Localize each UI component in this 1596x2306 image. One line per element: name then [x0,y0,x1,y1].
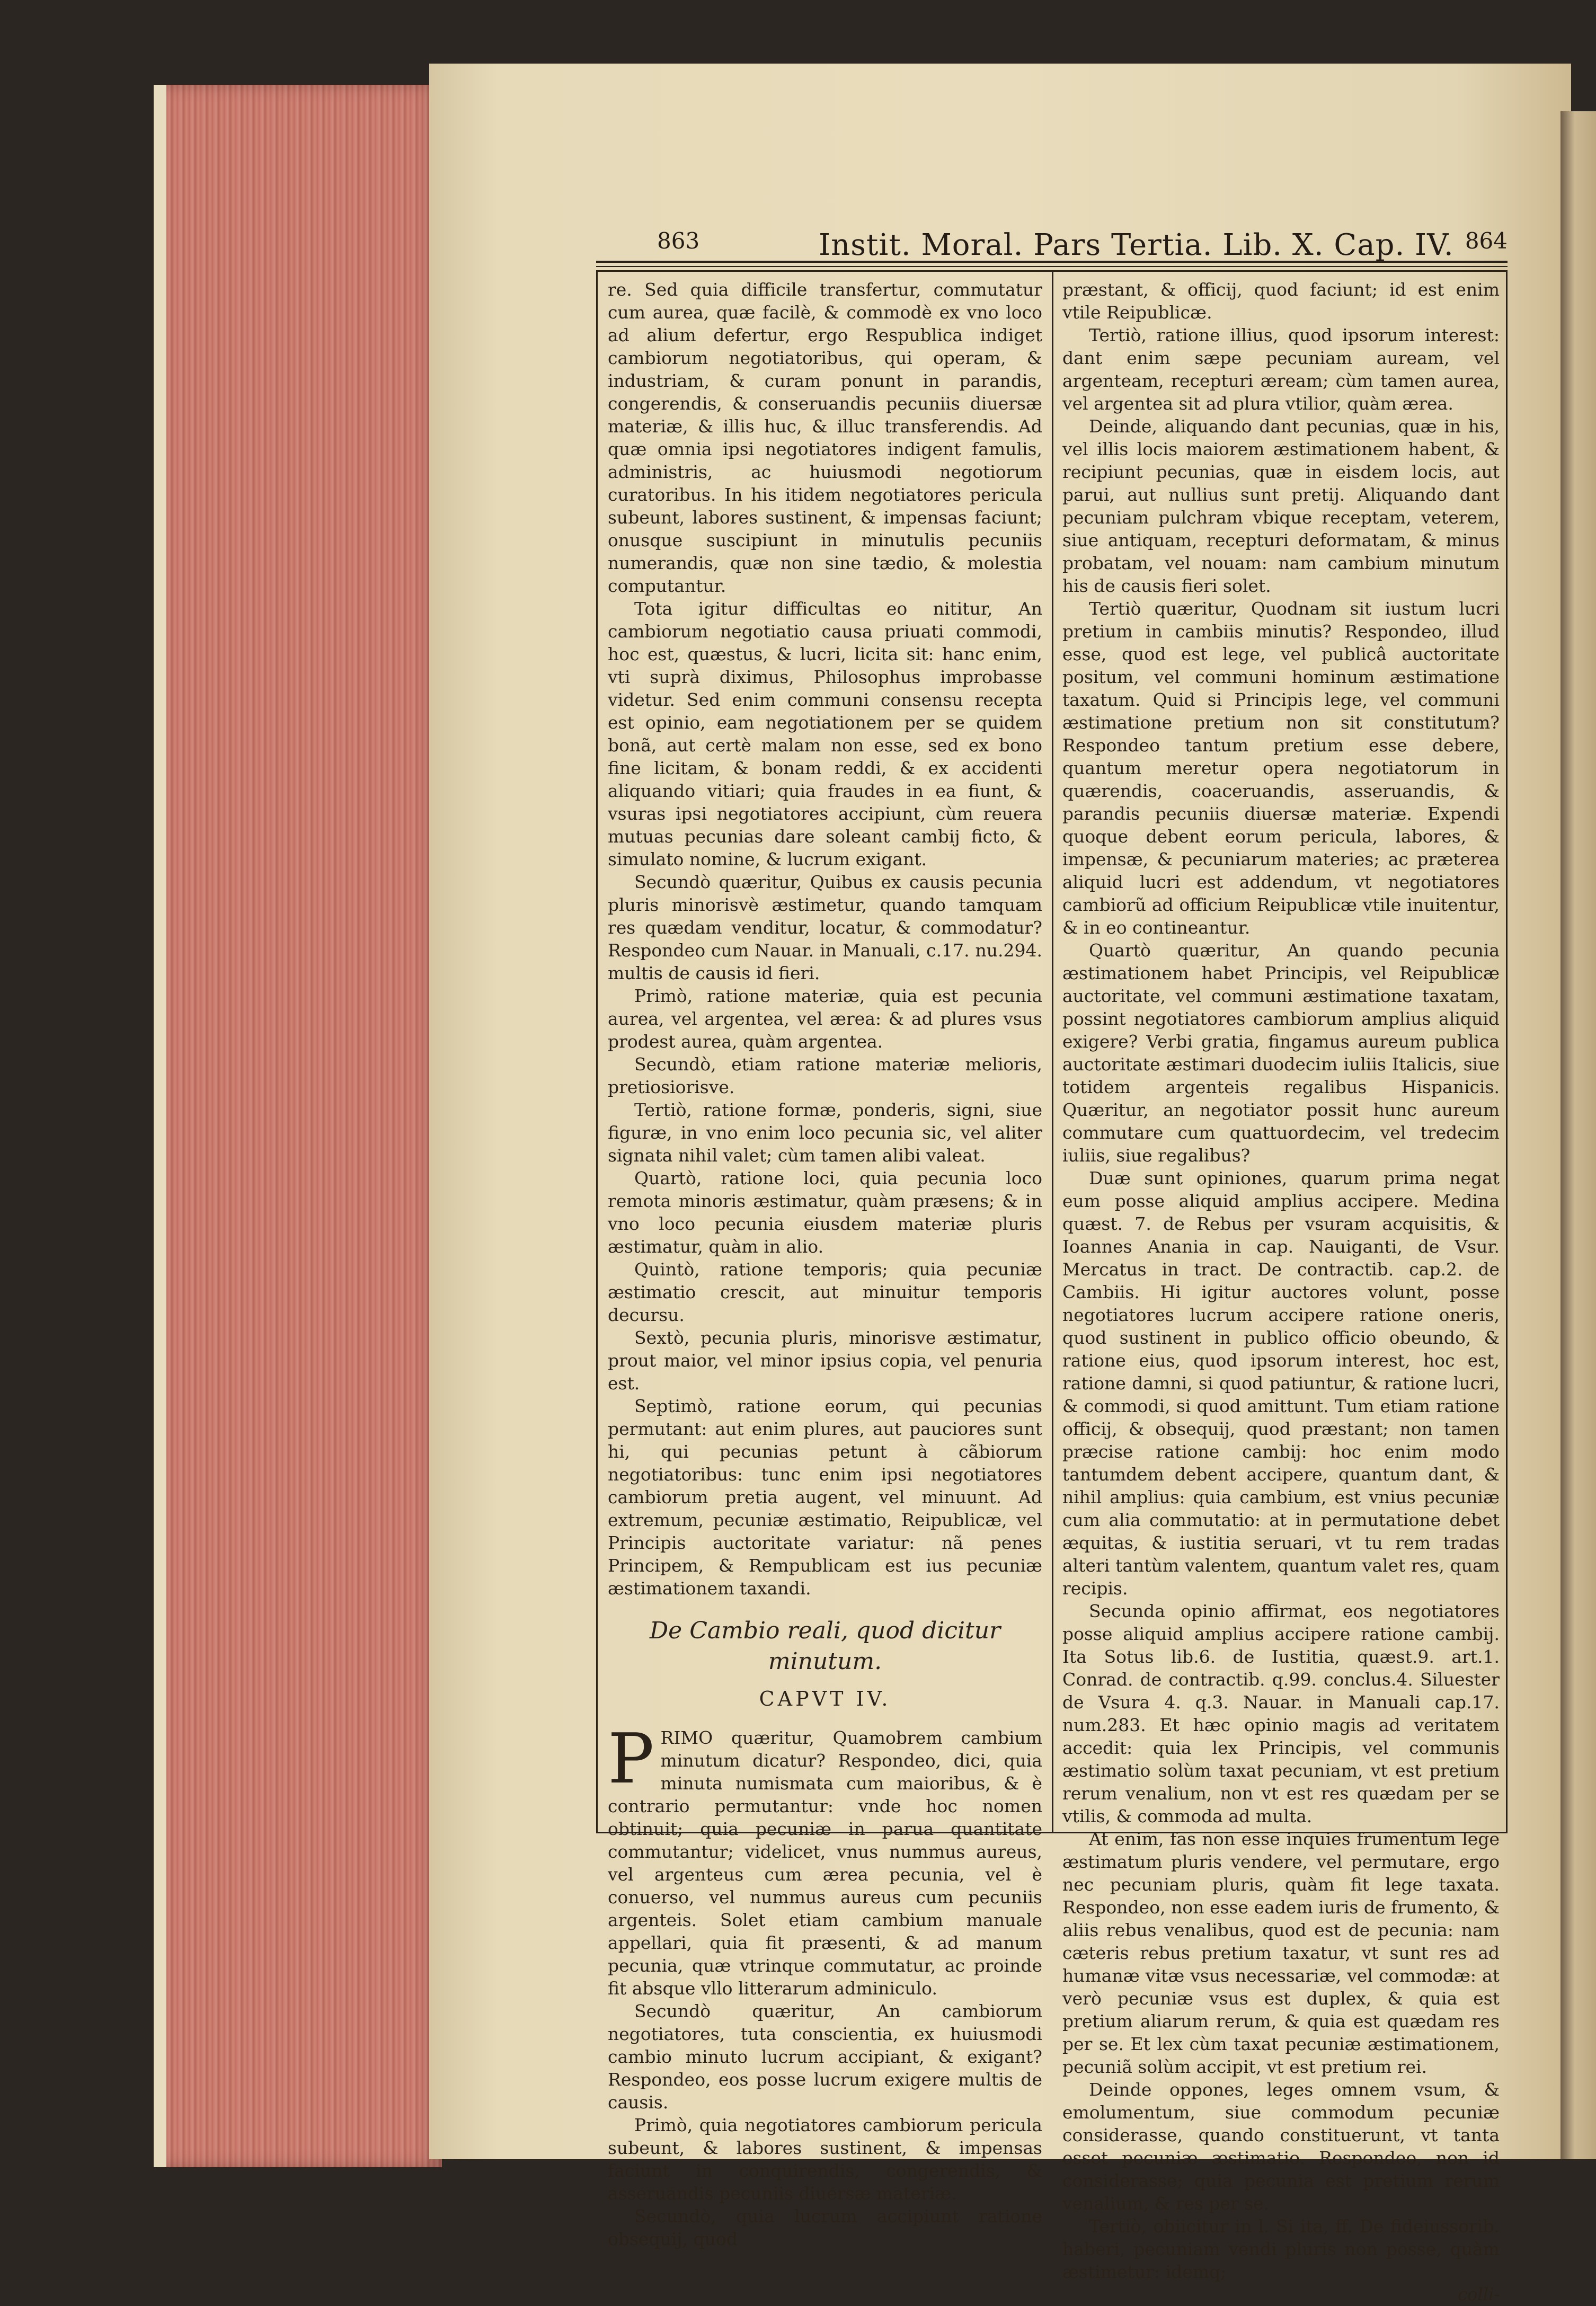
facing-page-edge [1560,111,1596,2159]
paragraph: Secundò quæritur, An cambiorum negotiatores, tuta conscientia, ex huiusmodi cambio minuto lucrum accipiant, & exigant? Respondeo, eos posse lucrum exigere multis de causis. [608,2001,1042,2113]
paragraph: Quartò quæritur, An quando pecunia æstimationem habet Principis, vel Reipublicæ auctoritate, vel communi æstimatione taxatam, possint negotiatores cambiorum amplius aliquid exigere? Verbi gratia, fingamus aureum publica auctoritate æstimari duodecim iuliis Italicis, siue totidem argenteis regalibus Hispanicis. Quæritur, an negotiator possit hunc aureum commutare cum quattuordecim, vel tredecim iuliis, siue regalibus? [1062,940,1500,1166]
paragraph: Tertiò, ratione formæ, ponderis, signi, siue figuræ, in vno enim loco pecunia sic, vel aliter signata nihil valet; cùm tamen alibi valeat. [608,1099,1042,1166]
paragraph: Tertiò, ratione illius, quod ipsorum interest: dant enim sæpe pecuniam auream, vel argenteam, recepturi æream; cùm tamen aurea, vel argentea sit ad plura vtilior, quàm ærea. [1062,325,1500,414]
paragraph: Tertiò quæritur, Quodnam sit iustum lucri pretium in cambiis minutis? Respondeo, illud esse, quod est lege, vel publicâ auctoritate positum, vel communi hominum æstimatione taxatum. Quid si Principis lege, vel communi æstimatione pretium non sit constitutum? Respondeo tantum pretium esse debere, quantum meretur opera negotiatorum in quærendis, coaceruandis, asseruandis, & parandis pecuniis diuersæ materiæ. Expendi quoque debent eorum pericula, labores, & impensæ, & pecuniarum materies; ac præterea aliquid lucri est addendum, vt negotiatores cambiorũ ad officium Reipublicæ vtile inuitentur, & in eo contineantur. [1062,598,1500,938]
paragraph: Quintò, ratione temporis; quia pecuniæ æstimatio crescit, aut minuitur temporis decursu. [608,1259,1042,1325]
paragraph: Primò, ratione materiæ, quia est pecunia aurea, vel argentea, vel ærea: & ad plures vsus prodest aurea, quàm argentea. [608,986,1042,1052]
left-column [608,278,1042,2249]
right-column [1062,278,1500,2304]
paragraph: Duæ sunt opiniones, quarum prima negat eum posse aliquid amplius accipere. Medina quæst. 7. de Rebus per vsuram acquisitis, & Ioannes Anania in cap. Nauiganti, de Vsur. Mercatus in tract. De contractib. cap.2. de Cambiis. Hi igitur auctores volunt, posse negotiatores lucrum accipere ratione oneris, quod sustinent in publico officio obeundo, & ratione eius, quod ipsorum interest, hoc est, ratione damni, si quod patiuntur, & ratione lucri, & commodi, si quod amittunt. Tum etiam ratione officij, & obsequij, quod præstant; non tamen præcise ratione cambij: hoc enim modo tantumdem debent accipere, quantum dant, & nihil amplius: quia cambium, est vnius pecuniæ cum alia commutatio: at in permutatione debet æquitas, & iustitia seruari, vt tu rem tradas alteri tantùm valentem, quantum valet res, quam recipis. [1062,1168,1500,1599]
paragraph: præstant, & officij, quod faciunt; id est enim vtile Reipublicæ. [1062,279,1500,323]
page-number-left: 863 [657,228,700,254]
paragraph: Quartò, ratione loci, quia pecunia loco remota minoris æstimatur, quàm præsens; & in vno loco pecunia eiusdem materiæ pluris æstimatur, quàm in alio. [608,1168,1042,1257]
paragraph: Septimò, ratione eorum, qui pecunias permutant: aut enim plures, aut pauciores sunt hi, qui pecunias petunt à cãbiorum negotiatoribus: tunc enim ipsi negotiatores cambiorum pretia augent, vel minuunt. Ad extremum, pecuniæ æstimatio, Reipublicæ, vel Principis auctoritate variatur: nã penes Principem, & Rempublicam est ius pecuniæ æstimationem taxandi. [608,1396,1042,1599]
header-rule [596,261,1508,263]
paragraph: Secundò quæritur, Quibus ex causis pecunia pluris minorisvè æstimetur, quando tamquam res quædam venditur, locatur, & commodatur? Respondeo cum Nauar. in Manuali, c.17. nu.294. multis de causis id fieri. [608,872,1042,983]
paragraph: Secundò, etiam ratione materiæ melioris, pretiosiorisve. [608,1054,1042,1097]
paragraph: Deinde oppones, leges omnem vsum, & emolumentum, siue commodum pecuniæ considerasse, quando constituerunt, vt tanta esset pecuniæ æstimatio. Respondeo, non id considerasse; quia pecunia est pretium rerum venalium, & res per se. [1062,2079,1500,2214]
text-block [596,228,1508,2304]
paragraph: Secunda opinio affirmat, eos negotiatores posse aliquid amplius accipere ratione cambij. Ita Sotus lib.6. de Iustitia, quæst.9. art.1. Conrad. de contractib. q.99. conclus.4. Siluester de Vsura 4. q.3. Nauar. in Manuali cap.17. num.283. Et hæc opinio magis ad veritatem accedit: quia lex Principis, vel communis æstimatio solùm taxat pecuniam, vt est pretium rerum venalium, non vt est res quædam per se vtilis, & commoda ad multa. [1062,1601,1500,1826]
paragraph: At enim, fas non esse inquies frumentum lege æstimatum pluris vendere, vel permutare, ergo nec pecuniam pluris, quàm fit lege taxata. Respondeo, non esse eadem iuris de frumento, & aliis rebus venalibus, quod est de pecunia: nam cæteris rebus pretium taxatur, vt sunt res ad humanæ vitæ vsus necessariæ, vel commodæ: at verò pecuniæ vsus est duplex, & quia est pretium aliarum rerum, & quia est quædam res per se. Et lex cùm taxat pecuniæ æstimationem, pecuniã solùm accipit, vt est pretium rei. [1062,1829,1500,2077]
column-divider [1052,270,1053,1833]
paragraph: Deinde, aliquando dant pecunias, quæ in his, vel illis locis maiorem æstimationem habent, & recipiunt pecunias, quæ in eisdem locis, aut parui, aut nullius sunt pretij. Aliquando dant pecuniam pulchram vbique receptam, veterem, siue antiquam, recepturi deformatam, & minus probatam, vel nouam: nam cambium minutum his de causis fieri solet. [1062,416,1500,596]
paragraph: Primò, quia negotiatores cambiorum pericula subeunt, & labores sustinent, & impensas faciunt in conquirendis, congerendis, & asseruandis pecuniis diuersæ materiæ. [608,2115,1042,2204]
running-title: Instit. Moral. Pars Tertia. Lib. X. Cap. IV. [819,228,1454,262]
chapter-heading: CAPVT IV. [759,1687,891,1710]
paragraph: Tota igitur difficultas eo nititur, An cambiorum negotiatio causa priuati commodi, hoc est, quæstus, & lucri, licita sit: hanc enim, vti suprà diximus, Philosophus improbasse videtur. Sed enim communi consensu recepta est opinio, eam negotiationem per se quidem bonã, aut certè malam non esse, sed ex bono fine licitam, & bonam reddi, & ex accidenti aliquando vitiari; quia fraudes in ea fiunt, & vsuras ipsi negotiatores accipiunt, cùm reuera mutuas pecunias dare soleant cambij ficto, & simulato nomine, & lucrum exigant. [608,598,1042,870]
paragraph: re. Sed quia difficile transfertur, commutatur cum aurea, quæ facilè, & commodè ex vno loco ad alium defertur, ergo Respublica indiget cambiorum negotiatoribus, qui operam, & industriam, & curam ponunt in parandis, congerendis, & conseruandis pecuniis diuersæ materiæ, & illis huc, & illuc transferendis. Ad quæ omnia ipsi negotiatores indigent famulis, administris, ac huiusmodi negotiorum curatoribus. In his itidem negotiatores pericula subeunt, labores sustinent, & impensas faciunt; onusque suscipiunt in minutulis pecuniis numerandis, quæ non sine tædio, & molestia computantur. [608,279,1042,596]
paragraph: Tertiò, obiicitur in l. Si ita, ff. De fideiussorib. haberi, pecuniam vendi pluris non posse, quàm æstimetur: idemq; [1062,2216,1500,2282]
book-fore-edge [154,85,442,2167]
paragraph: RIMO quæritur, Quamobrem cambium minutum dicatur? Respondeo, dici, quia minuta numismata cum maioribus, & è contrario permutantur: vnde hoc nomen obtinuit; quia pecuniæ in parua quantitate commutantur; videlicet, vnus nummus aureus, vel argenteus cum ærea pecunia, vel è conuerso, vel nummus aureus cum pecuniis argenteis. Solet etiam cambium manuale appellari, quia fit præsenti, & ad manum pecunia, quæ vtrinque commutatur, ac proinde fit absque vllo litterarum adminiculo. [608,1727,1042,1999]
chapter-title: De Cambio reali, quod dicitur minutum. [649,1617,1001,1675]
page-number-right: 864 [1465,228,1508,254]
header-rule-thin [596,266,1508,267]
paragraph: Secundò, quia lucrum accipiunt ratione obsequij, quod [608,2206,1042,2249]
drop-cap: P [608,1718,654,1799]
paragraph: Sextò, pecunia pluris, minorisve æstimatur, prout maior, vel minor ipsius copia, vel penuria est. [608,1327,1042,1394]
catchword: colli- [1458,2284,1500,2304]
